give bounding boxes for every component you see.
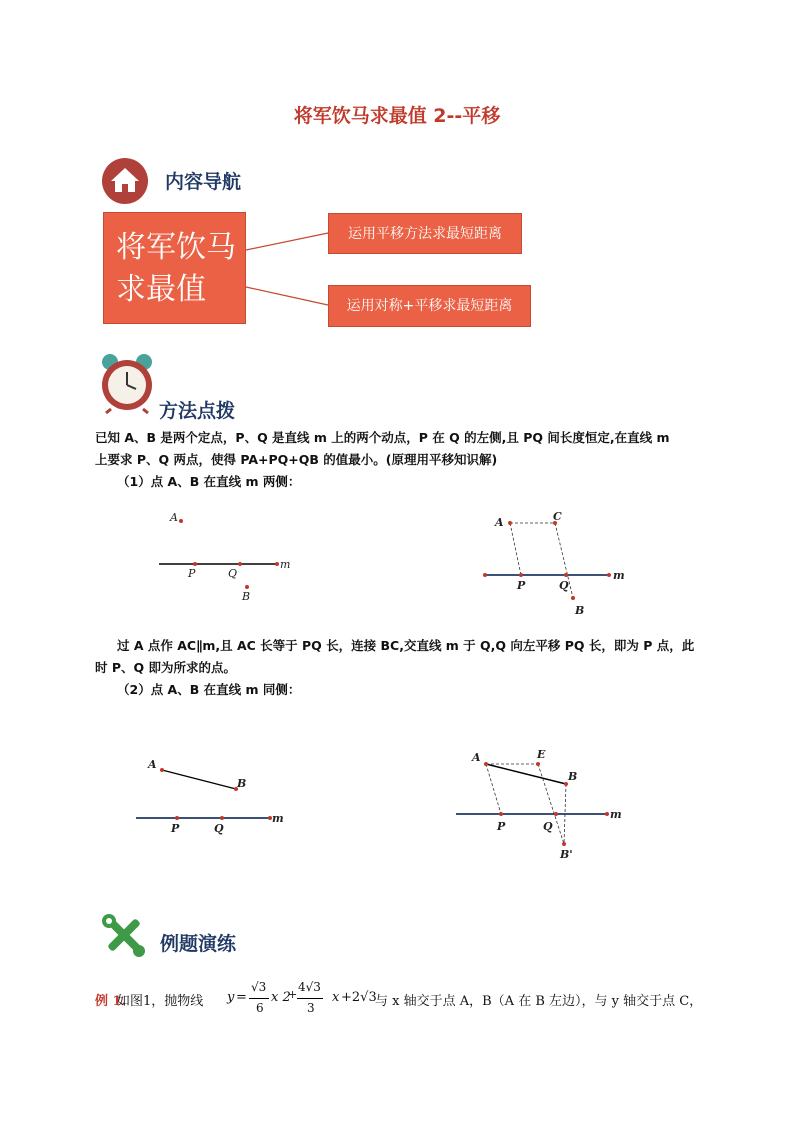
method-intro-line2: 上要求 P、Q 两点，使得 PA+PQ+QB 的值最小。(原理用平移知识解) [95, 452, 498, 467]
main-topic-line2: 求最值 [116, 272, 206, 307]
subtopic-box-2: 运用对称+平移求最短距离 [328, 285, 531, 327]
example-1-frac1-num: √3 [251, 980, 267, 994]
nav-heading: 内容导航 [165, 171, 242, 193]
label-q: Q [543, 820, 553, 833]
label-m: m [272, 812, 284, 825]
nav-connectors [0, 0, 794, 400]
example-1-frac1-bar [249, 998, 269, 999]
label-p: P [188, 567, 196, 580]
point-m-end [607, 573, 611, 577]
point-a [508, 521, 512, 525]
label-b: B [242, 590, 251, 603]
method-intro [95, 427, 705, 471]
label-m: m [280, 558, 291, 571]
figure-3 [130, 752, 300, 837]
point-a [484, 762, 488, 766]
point-p [519, 573, 523, 577]
label-m: m [613, 569, 625, 582]
example-1-y: y [227, 990, 235, 1005]
tools-icon [100, 913, 148, 959]
figure-2 [475, 510, 635, 620]
label-a: A [495, 516, 504, 529]
segment-ab [162, 770, 236, 789]
point-p [193, 562, 197, 566]
subtopic-box-1: 运用平移方法求最短距离 [328, 213, 522, 254]
point-b [571, 596, 575, 600]
example-1-frac2-den: 3 [307, 1001, 315, 1015]
point-m-end [275, 562, 279, 566]
label-q: Q [214, 822, 224, 835]
label-p: P [517, 579, 526, 592]
segment-ap [486, 764, 501, 814]
examples-heading: 例题演练 [160, 933, 237, 955]
point-q [554, 812, 558, 816]
example-1 [95, 982, 705, 1022]
label-b: B [237, 777, 247, 790]
example-1-frac1-den: 6 [256, 1001, 264, 1015]
label-q: Q [559, 579, 569, 592]
label-a: A [148, 758, 157, 771]
segment-ap [510, 523, 521, 575]
method-intro-line1: 已知 A、B 是两个定点，P、Q 是直线 m 上的两个动点，P 在 Q 的左侧,且 PQ 间长度恒定,在直线 m [95, 430, 670, 445]
case2-label: （2）点 A、B 在直线 m 同侧： [117, 682, 301, 697]
point-q [564, 573, 568, 577]
example-1-text: 与 x 轴交于点 A，B（A 在 B 左边），与 y 轴交于点 C， [375, 994, 703, 1009]
example-1-intro: 如图1，抛物线 [117, 994, 204, 1009]
point-b [245, 585, 249, 589]
point-q [238, 562, 242, 566]
label-c: C [553, 510, 562, 523]
alarm-clock-icon [99, 352, 155, 414]
example-1-equals: = [236, 990, 247, 1005]
example-1-label: 例 1. [95, 994, 127, 1009]
page-title: 将军饮马求最值 2--平移 [293, 105, 501, 127]
explain-line1: 过 A 点作 AC∥m,且 AC 长等于 PQ 长，连接 BC,交直线 m 于 Q,Q 向左平移 PQ 长，即为 P 点，此 [117, 638, 695, 653]
example-1-x: x [332, 990, 340, 1005]
label-m: m [610, 808, 622, 821]
label-b: B [568, 770, 578, 783]
segment-ab [486, 764, 566, 784]
explain-line2: 时 P、Q 即为所求的点。 [95, 660, 236, 675]
label-e: E [537, 748, 546, 761]
case1-explanation [95, 635, 705, 679]
point-a [160, 768, 164, 772]
label-p: P [171, 822, 180, 835]
point-p [499, 812, 503, 816]
figure-4 [450, 740, 630, 870]
point-a [179, 519, 183, 523]
point-m-start [483, 573, 487, 577]
example-1-const: +2√3 [341, 990, 377, 1005]
main-topic-box [103, 212, 246, 324]
label-a: A [170, 511, 178, 524]
point-e [536, 762, 540, 766]
label-b-prime: B' [560, 848, 573, 861]
example-1-x2: x 2 [271, 990, 291, 1005]
example-1-frac2-num: 4√3 [298, 980, 321, 994]
method-heading: 方法点拨 [159, 400, 236, 422]
label-a: A [472, 751, 481, 764]
point-b-prime [562, 842, 566, 846]
label-p: P [497, 820, 506, 833]
figure-1 [150, 505, 310, 605]
main-topic-line1: 将军饮马 [116, 230, 236, 265]
example-1-frac2-bar [297, 998, 323, 999]
label-b: B [575, 604, 585, 617]
example-1-plus: + [288, 988, 298, 1001]
case1-label: （1）点 A、B 在直线 m 两侧： [117, 474, 301, 489]
label-q: Q [228, 567, 238, 580]
point-q [220, 816, 224, 820]
point-m-end [605, 812, 609, 816]
point-p [175, 816, 179, 820]
